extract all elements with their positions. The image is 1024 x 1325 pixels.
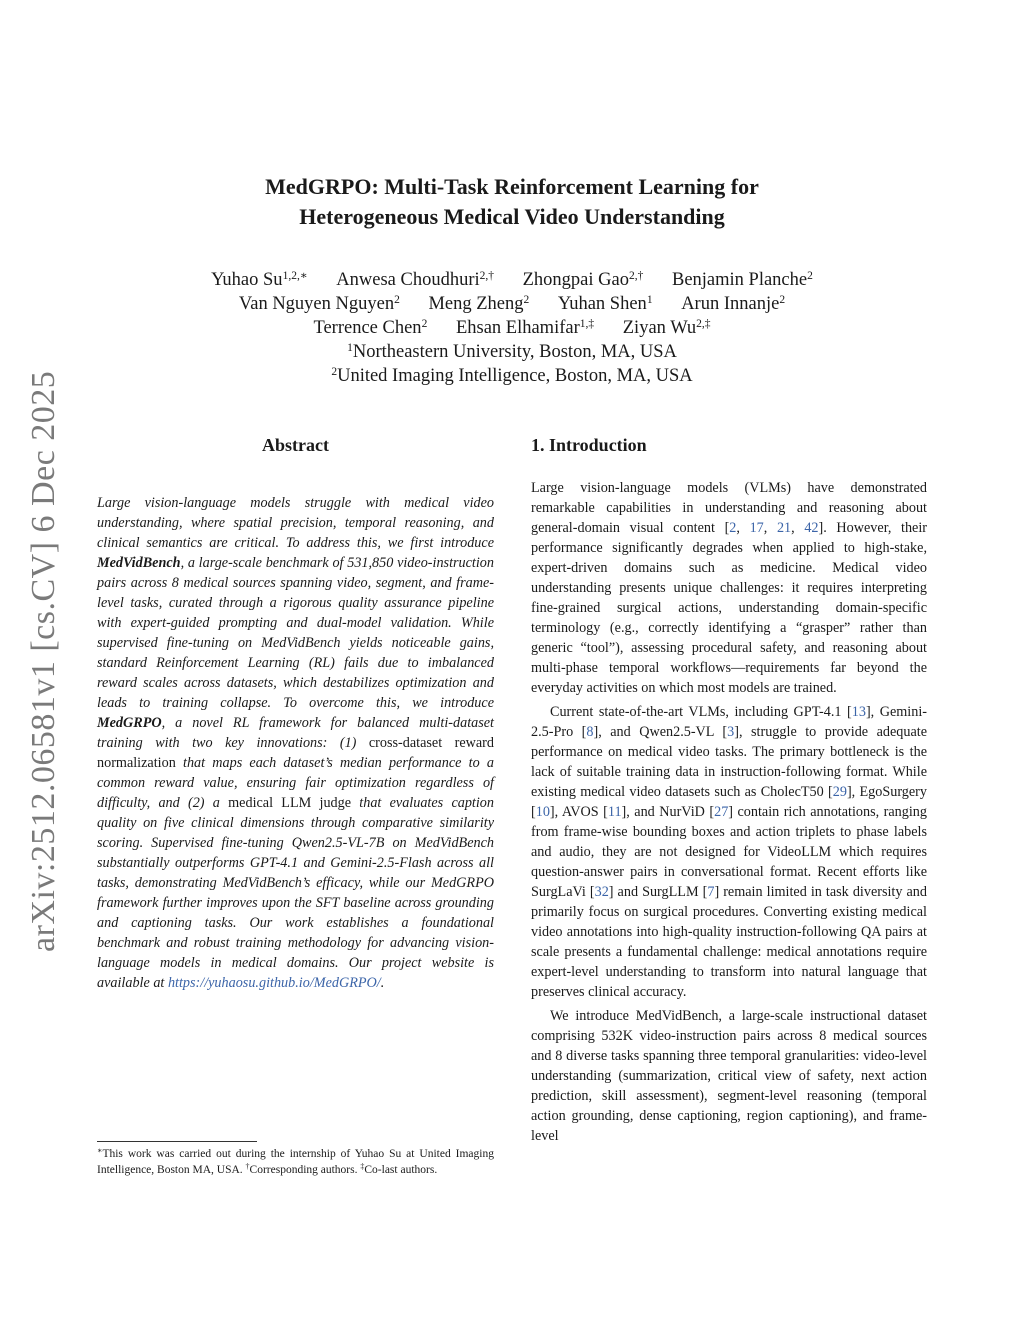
citation-link[interactable]: 13 [851,704,866,720]
author-name: Van Nguyen Nguyen$^2$ [238,294,400,314]
author-name: Zhongpai Gao$^{2,\dagger}$ [522,270,644,290]
author-name: Ehsan Elhamifar$^{1,\ddagger}$ [455,318,595,338]
author-name: Yuhao $Su^{1,2,∗}$ [211,270,308,290]
author-name: Yuhan Shen$^1$ [557,294,653,314]
left-column [97,432,494,1007]
right-column [531,432,927,1146]
author-block [100,268,924,388]
author-row-1 [100,268,924,292]
citation-link[interactable]: 7 [707,884,715,900]
citation-link[interactable]: 21 [776,520,792,536]
author-name: Anwesa Choudhuri$^{2,\dagger}$ [336,270,494,290]
citation-link[interactable]: 17 [749,520,764,536]
abstract-text: Large vision-language models struggle with medical video understanding, where spatial precision, temporal reasoning, and clinical semantics are critical. To address this, we first introduce MedVidBench, a large-scale benchmark of 531,850 video-instruction pairs across 8 medical sources spanning video, segment, and frame-level tasks, curated through a rigorous quality assurance pipeline with expert-guided prompting and dual-model validation. While supervised fine-tuning on MedVidBench yields noticeable gains, standard Reinforcement Learning (RL) fails due to imbalanced reward scales across datasets, which destabilizes optimization and leads to training collapse. To overcome this, we introduce MedGRPO, a novel RL framework for balanced multi-dataset training with two key innovations: (1) cross-dataset reward normalization that maps each dataset’s median performance to a common reward value, ensuring fair optimization regardless of difficulty, and (2) a medical LLM judge that evaluates caption quality on five clinical dimensions through comparative similarity scoring. Supervised fine-tuning Qwen2.5-VL-7B on MedVidBench substantially outperforms GPT-4.1 and Gemini-2.5-Flash across all tasks, demonstrating MedVidBench’s efficacy, while our MedGRPO framework further improves upon the SFT baseline across grounding and captioning tasks. Our work establishes a foundational benchmark and robust training methodology for advancing vision-language models in medical domains. Our project website is available at https://yuhaosu.github.io/MedGRPO/. [97,495,495,991]
title-line-2: Heterogeneous Medical Video Understanding [299,204,725,229]
affiliation-2: $^2$United Imaging Intelligence, Boston, MA, USA [331,366,693,386]
author-name: Ziyan $Wu^{2,\ddagger}$ [622,318,711,338]
author-name: Terrence Chen$^2$ [313,318,428,338]
arxiv-identifier-stamp[interactable]: arXiv:2512.06581v1 [cs.CV] 6 Dec 2025 [25,370,62,952]
title-line-1: MedGRPO: Multi-Task Reinforcement Learning for [265,174,759,199]
affiliation-1: $^1$Northeastern University, Boston, MA, USA [347,342,677,362]
author-name: Meng Zheng$^2$ [428,294,530,314]
citation-link[interactable]: 11 [607,804,622,820]
abstract-heading: Abstract [262,435,329,455]
citation-link[interactable]: 29 [832,784,847,800]
citation-link[interactable]: 42 [804,520,819,536]
citation-link[interactable]: 27 [714,804,729,820]
citation-link[interactable]: 8 [586,724,594,740]
citation-link[interactable]: 3 [727,724,735,740]
author-name: Arun Innanje$^2$ [681,294,786,314]
footnote-text: ∗This work was carried out during the internship of Yuhao Su at United Imaging Intelligence, Boston MA, USA. †Corresponding authors. ‡Co-last authors. [97,1146,494,1176]
intro-paragraph-1: Large vision-language models (VLMs) have demonstrated remarkable capabilities in understanding and reasoning about general-domain visual content [2, 17, 21, 42]. However, their performance significantly degrades when applied to high-stake, expert-driven domains such as medicine. Medical video understanding presents unique challenges: it requires interpreting fine-grained surgical actions, understanding domain-specific terminology (e.g., correctly identifying a “grasper” rather than generic “tool”), assessing procedural safety, and reasoning about multi-phase temporal workflows—requirements far beyond the everyday activities on which most models are trained. [531,480,928,696]
introduction-heading: 1. Introduction [531,435,647,455]
intro-paragraph-2: Current state-of-the-art VLMs, including GPT-4.1 [13], Gemini-2.5-Pro [8], and Qwen2.5-VL [3], struggle to provide adequate performance on medical video tasks. The primary bottleneck is the lack of suitable training data in instruction-following format. While existing medical video datasets such as CholecT50 [29], EgoSurgery [10], AVOS [11], and NurViD [27] contain rich annotations, ranging from frame-wise bounding boxes and action triplets to phase labels and audio, they are not designed for VideoLLM which requires question-answer pairs in conversational format. Recent efforts like SurgLaVi [32] and SurgLLM [7] remain limited in task diversity and primarily focus on surgical procedures. Converting existing medical video annotations into high-quality instruction-following QA pairs at scale presents a fundamental challenge: medical annotations require expert-level understanding to transform into natural language that preserves clinical accuracy. [531,704,927,1000]
footnote [97,1141,494,1178]
paper-title [120,172,904,232]
author-name: Benjamin Planche$^2$ [671,270,813,290]
project-website-link[interactable]: https://yuhaosu.github.io/MedGRPO/ [167,975,381,991]
author-row-2 [100,292,924,316]
footnote-rule [97,1141,257,1142]
citation-link[interactable]: 32 [594,884,609,900]
author-row-3 [100,316,924,340]
citation-link[interactable]: 2 [729,520,737,536]
intro-paragraph-3: We introduce MedVidBench, a large-scale instructional dataset comprising 532K video-instruction pairs across 8 medical sources and 8 diverse tasks spanning three temporal granularities: video-level understanding (summarization, critical view of safety, next action prediction, skill assessment), segment-level reasoning (temporal action grounding, dense captioning, region captioning), and frame-level [531,1008,927,1144]
citation-link[interactable]: 10 [535,804,550,820]
